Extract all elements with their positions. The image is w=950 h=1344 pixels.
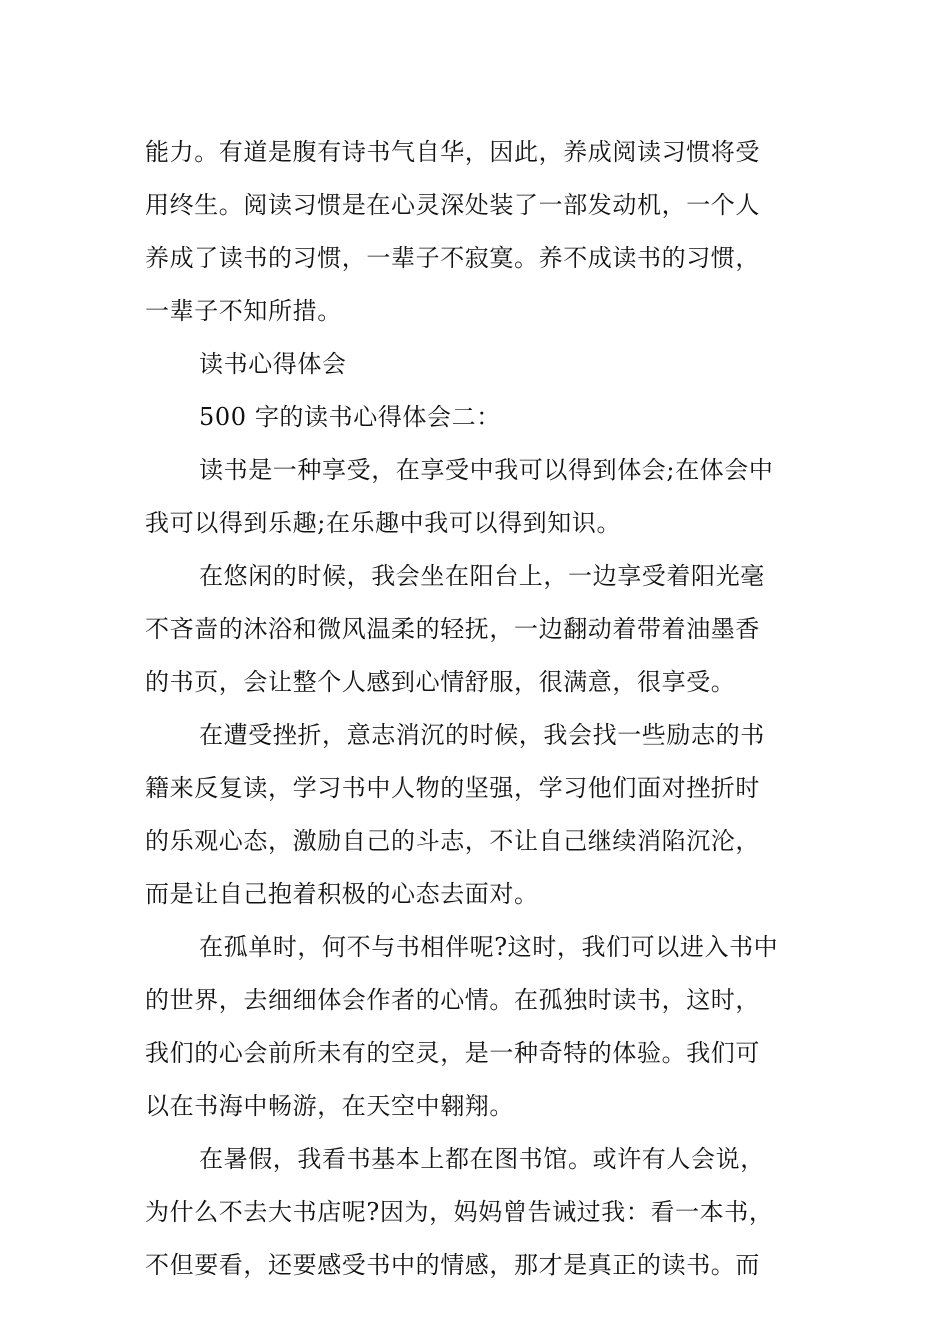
section-heading: 读书心得体会 (199, 350, 347, 378)
text-line: 用终生。阅读习惯是在心灵深处装了一部发动机，一个人 (145, 191, 760, 219)
paragraph-start-line: 在悠闲的时候，我会坐在阳台上，一边享受着阳光毫 (199, 562, 765, 590)
text-line: 不吝啬的沐浴和微风温柔的轻抚，一边翻动着带着油墨香 (145, 615, 760, 643)
text-line: 不但要看，还要感受书中的情感，那才是真正的读书。而 (145, 1251, 760, 1279)
text-line: 而是让自己抱着积极的心态去面对。 (145, 880, 539, 908)
paragraph-start-line: 在遭受挫折，意志消沉的时候，我会找一些励志的书 (199, 721, 765, 749)
text-line: 以在书海中畅游，在天空中翱翔。 (145, 1092, 514, 1120)
text-line: 我们的心会前所未有的空灵，是一种奇特的体验。我们可 (145, 1039, 760, 1067)
document-page (145, 126, 810, 1292)
text-line: 的书页，会让整个人感到心情舒服，很满意，很享受。 (145, 668, 736, 696)
text-line: 籍来反复读，学习书中人物的坚强，学习他们面对挫折时 (145, 774, 760, 802)
text-line: 的世界，去细细体会作者的心情。在孤独时读书，这时， (145, 986, 760, 1014)
paragraph-start-line: 在孤单时，何不与书相伴呢?这时，我们可以进入书中 (199, 933, 779, 961)
text-line: 为什么不去大书店呢?因为，妈妈曾告诫过我：看一本书， (145, 1198, 774, 1226)
text-line: 我可以得到乐趣;在乐趣中我可以得到知识。 (145, 509, 622, 537)
text-line: 养成了读书的习惯，一辈子不寂寞。养不成读书的习惯， (145, 244, 760, 272)
text-line: 能力。有道是腹有诗书气自华，因此，养成阅读习惯将受 (145, 138, 760, 166)
paragraph-start-line: 在暑假，我看书基本上都在图书馆。或许有人会说， (199, 1145, 765, 1173)
paragraph-start-line: 读书是一种享受，在享受中我可以得到体会;在体会中 (199, 456, 774, 484)
section-subheading: 500 字的读书心得体会二： (199, 403, 501, 431)
text-line: 的乐观心态，激励自己的斗志，不让自己继续消陷沉沦， (145, 827, 760, 855)
text-line: 一辈子不知所措。 (145, 297, 342, 325)
